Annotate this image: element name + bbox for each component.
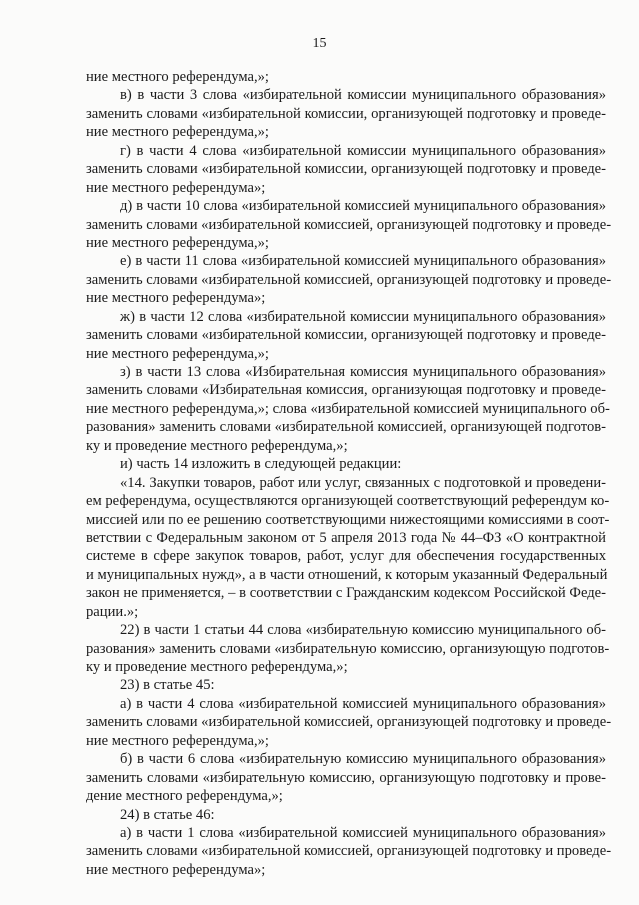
text-line: ние местного референдума,»; bbox=[86, 234, 269, 251]
text-line: а) в части 1 слова «избирательной комиссией муниципального образования» bbox=[120, 824, 606, 841]
text-line: заменить словами «избирательной комиссии, организующей подготовку и проведе- bbox=[86, 161, 606, 178]
text-line: ние местного референдума,»; bbox=[86, 69, 269, 85]
text-line: ку и проведение местного референдума,»; bbox=[86, 659, 348, 675]
text-line: разования» заменить словами «избирательной комиссией, организующей подготов- bbox=[86, 419, 606, 436]
text-line: заменить словами «избирательной комиссии, организующей подготовку и проведе- bbox=[86, 105, 606, 122]
text-line: системе в сфере закупок товаров, работ, услуг для обеспечения государственных bbox=[86, 548, 606, 565]
text-line: заменить словами «избирательной комиссией, организующей подготовку и проведе- bbox=[86, 271, 612, 288]
text-line: «14. Закупки товаров, работ или услуг, связанных с подготовкой и проведени- bbox=[120, 474, 606, 491]
text-line: 24) в статье 46: bbox=[120, 806, 215, 823]
text-line: ж) в части 12 слова «избирательной комиссии муниципального образования» bbox=[120, 308, 606, 325]
text-line: г) в части 4 слова «избирательной комиссии муниципального образования» bbox=[120, 142, 606, 159]
text-line: рации.»; bbox=[86, 603, 139, 620]
text-line: заменить словами «Избирательная комиссия, организующая подготовку и проведе- bbox=[86, 382, 606, 399]
text-line: закон не применяется, – в соответствии с Гражданским кодексом Российской Феде- bbox=[86, 585, 606, 602]
text-line: ние местного референдума,»; слова «избирательной комиссией муниципального об- bbox=[86, 400, 610, 417]
text-line: ку и проведение местного референдума,»; bbox=[86, 437, 348, 454]
text-line: и муниципальных нужд», а в части отношений, к которым указанный Федеральный bbox=[86, 566, 608, 583]
document-text bbox=[86, 68, 612, 879]
text-line: ние местного референдума,»; bbox=[86, 345, 269, 362]
text-line: в) в части 3 слова «избирательной комиссии муниципального образования» bbox=[120, 87, 606, 104]
text-line: заменить словами «избирательной комиссией, организующей подготовку и проведе- bbox=[86, 216, 612, 233]
text-line: дение местного референдума,»; bbox=[86, 788, 283, 805]
text-line: ние местного референдума»; bbox=[86, 861, 266, 878]
text-line: ние местного референдума»; bbox=[86, 290, 266, 307]
text-line: ние местного референдума,»; bbox=[86, 124, 269, 141]
text-line: заменить словами «избирательной комиссией, организующей подготовку и проведе- bbox=[86, 843, 612, 860]
text-line: заменить словами «избирательной комиссии, организующей подготовку и проведе- bbox=[86, 327, 606, 344]
text-line: заменить словами «избирательной комиссией, организующей подготовку и проведе- bbox=[86, 714, 612, 731]
text-line: 23) в статье 45: bbox=[120, 677, 215, 694]
page-number: 15 bbox=[312, 36, 327, 51]
text-line: з) в части 13 слова «Избирательная комиссия муниципального образования» bbox=[120, 364, 606, 380]
text-line: ние местного референдума»; bbox=[86, 179, 266, 196]
text-line: д) в части 10 слова «избирательной комиссией муниципального образования» bbox=[120, 198, 606, 215]
text-line: б) в части 6 слова «избирательную комиссию муниципального образования» bbox=[120, 751, 606, 768]
text-line: ветствии с Федеральным законом от 5 апреля 2013 года № 44–ФЗ «О контрактной bbox=[86, 529, 606, 546]
text-line: заменить словами «избирательную комиссию, организующую подготовку и прове- bbox=[86, 769, 606, 786]
text-line: и) часть 14 изложить в следующей редакции: bbox=[120, 456, 402, 473]
text-line: разования» заменить словами «избирательную комиссию, организующую подготов- bbox=[86, 640, 610, 657]
text-line: е) в части 11 слова «избирательной комиссией муниципального образования» bbox=[120, 253, 606, 270]
text-line: а) в части 4 слова «избирательной комиссией муниципального образования» bbox=[120, 695, 606, 712]
text-line: ние местного референдума,»; bbox=[86, 732, 269, 749]
text-line: миссией или по ее решению соответствующими нижестоящими комиссиями в соот- bbox=[86, 511, 610, 528]
text-line: ем референдума, осуществляются организующей соответствующий референдум ко- bbox=[86, 493, 610, 510]
text-line: 22) в части 1 статьи 44 слова «избирательную комиссию муниципального об- bbox=[120, 622, 606, 639]
